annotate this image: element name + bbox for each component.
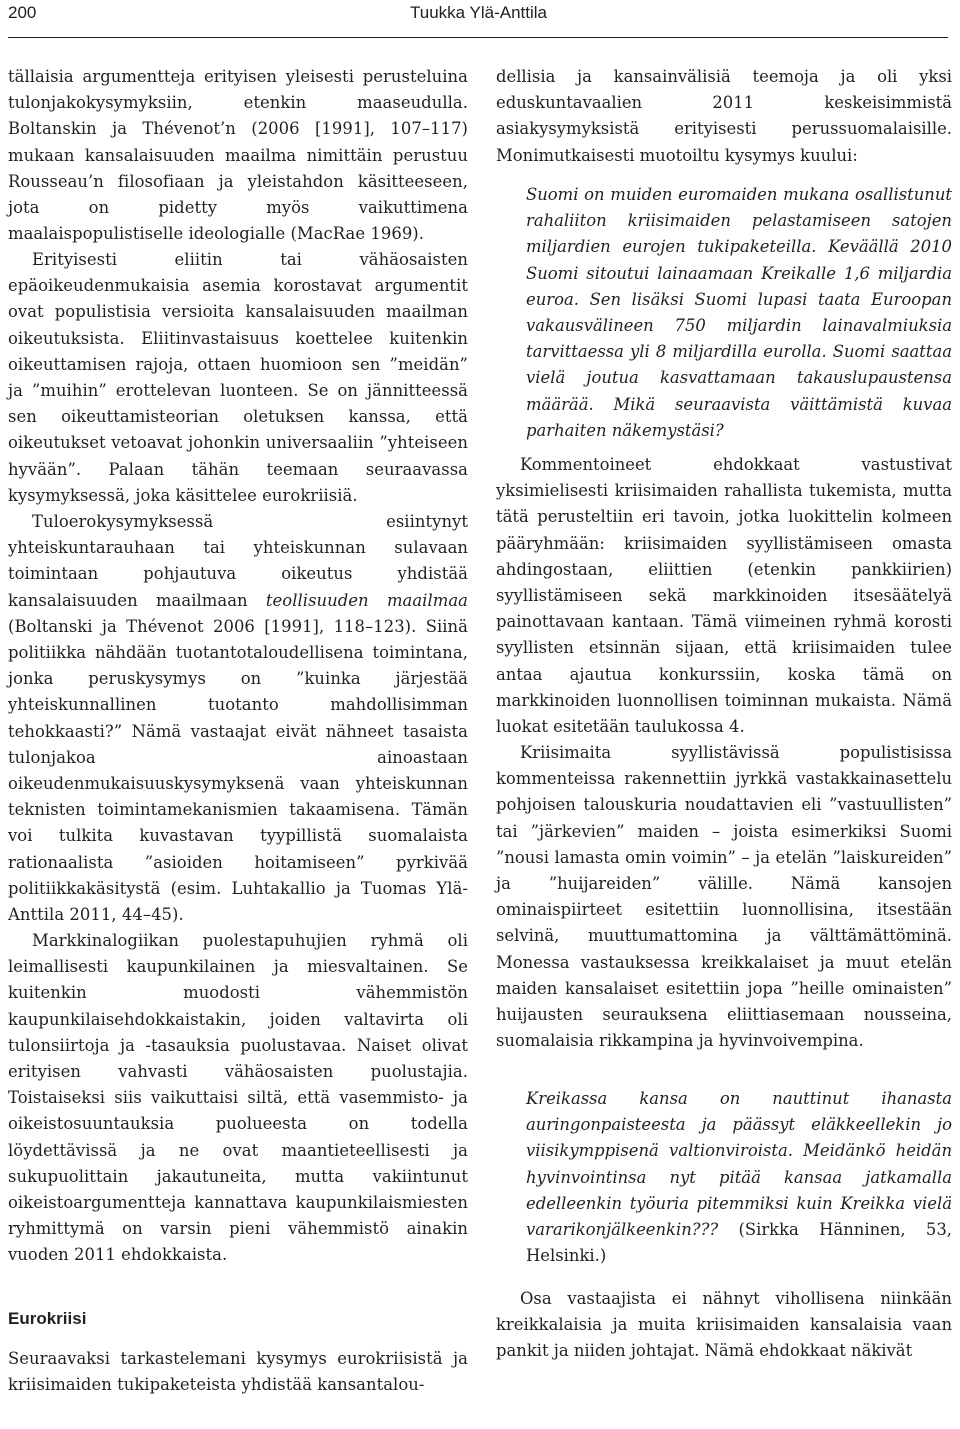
survey-question-quote: Suomi on muiden euromaiden mukana osallistunut rahaliiton kriisimaiden pelastamiseen satojen miljardien eurojen tukipaketeilla. Keväällä 2010 Suomi sitoutui lainaamaan Kreikalle 1,6 miljardia euroa. Sen lisäksi Suomi lupasi taata Euroopan vakausvälineen 750 miljardin lainavalmiuksia tarvittaessa yli 8 miljardilla eurolla. Suomi saattaa vielä joutua kasvattamaan takauslupaustensa määrää. Mikä seuraavista väittämistä kuvaa parhaiten näkemystäsi? xyxy=(526,185,952,440)
left-paragraph-5: Seuraavaksi tarkastelemani kysymys eurokriisistä ja kriisimaiden tukipaketeista yhdistää kansantalou- xyxy=(8,1349,468,1395)
term-teollisuuden-maailma: teollisuuden maailmaa xyxy=(265,590,468,610)
right-paragraph-1: dellisia ja kansainvälisiä teemoja ja oli yksi eduskuntavaalien 2011 keskeisimmistä asiakysymyksistä erityisesti perussuomalaisille. Monimutkaisesti muotoiltu kysymys kuului: xyxy=(496,67,952,165)
left-paragraph-3-start: Tuloerokysymyksessä esiintynyt yhteiskuntarauhaan tai yhteiskunnan sulavaan toimintaan pohjautuva oikeutus yhdistää kansalaisuuden maailmaan xyxy=(8,512,468,610)
candidate-quote xyxy=(526,1086,952,1286)
candidate-quote-text: Kreikassa kansa on nauttinut ihanasta auringonpaisteesta ja päässyt eläkkeellekin jo viisikymppisenä valtionviroista. Meidänkö heidän hyvinvointinsa nyt pitää kansaa jatkamalla edelleenkin työuria pitemmiksi kuin Kreikka vielä vararikonjälkeenkin??? xyxy=(526,1089,952,1240)
right-paragraph-2: Kommentoineet ehdokkaat vastustivat yksimielisesti kriisimaiden rahallista tukemista, mutta tätä perusteltiin eri tavoin, jotka luokittelin kolmeen pääryhmään: kriisimaiden syyllistämiseen omasta ahdingostaan, eliittien (etenkin pankkiirien) syyllistämiseen sekä markkinoiden itsesäätelyä painottavaan kantaan. Tämä viimeinen ryhmä korosti syyllisten etsinnän sijaan, että kriisimaiden tulee antaa ajautua konkurssiin, koska tämä on markkinoiden luonnollisen toiminnan mukaista. Nämä luokat esitetään taulukossa 4. xyxy=(496,455,952,737)
candidate-quote-source: (Sirkka Hänninen, 53, Helsinki.) xyxy=(526,1220,952,1266)
subheading-eurokriisi: Eurokriisi xyxy=(8,1309,87,1328)
right-paragraph-4: Osa vastaajista ei nähnyt vihollisena niinkään kreikkalaisia ja muita kriisimaiden kansalaisia vaan pankit ja niiden johtajat. Nämä ehdokkaat näkivät xyxy=(496,1289,952,1361)
left-paragraph-1: tällaisia argumentteja erityisen yleisesti perusteluina tulonjakokysymyksiin, etenkin maaseudulla. Boltanskin ja Thévenot’n (2006 [1991], 107–117) mukaan kansalaisuuden maailma nimittäin perustuu Rousseau’n filosofiaan ja yleistahdon käsitteeseen, jota on pidetty myös vaikuttimena maalaispopulistiselle ideologialle (MacRae 1969). xyxy=(8,67,468,244)
running-head xyxy=(8,0,948,34)
page-number: 200 xyxy=(8,3,37,22)
left-paragraph-3-end: (Boltanski ja Thévenot 2006 [1991], 118–123). Siinä politiikka nähdään tuotantotaloudellisena toimintana, jonka peruskysymys on ”kuinka järjestää yhteiskunnallinen tuotanto mahdollisimman tehokkaasti?” Nämä vastaajat eivät nähneet tasaista tulonjakoa ainoastaan oikeudenmukaisuuskysymyksenä vaan yhteiskunnan teknisten toimintamekanismien takaamisena. Tämän voi tulkita kuvastavan tyypillistä suomalaista rationaalista ”asioiden hoitamiseen” pyrkivää politiikkakäsitystä (esim. Luhtakallio ja Tuomas Ylä-Anttila 2011, 44–45). xyxy=(8,616,468,925)
left-paragraph-3 xyxy=(8,509,468,928)
left-paragraph-4: Markkinalogiikan puolestapuhujien ryhmä oli leimallisesti kaupunkilainen ja miesvaltainen. Se kuitenkin muodosti vähemmistön kaupunkilaisehdokkaistakin, joiden valtavirta oli tulonsiirtoja ja -tasauksia puolustavaa. Naiset olivat erityisen vahvasti vähäosaisten puolustajia. Toistaiseksi siis vaikuttaisi siltä, että vasemmisto- ja oikeistosuuntauksia puolueesta on todella löydettävissä ja ne ovat maantieteellisesti ja sukupuolittain jakautuneita, mutta vakiintunut oikeistoargumentteja kannattava kaupunkilaismiesten ryhmittymä on varsin pieni vähemmistö ainakin vuoden 2011 ehdokkaista. xyxy=(8,931,468,1265)
left-column xyxy=(8,64,468,1398)
right-column xyxy=(496,64,952,1365)
running-head-author: Tuukka Ylä-Anttila xyxy=(410,3,548,22)
left-paragraph-2: Erityisesti eliitin tai vähäosaisten epäoikeudenmukaisia asemia korostavat argumentit ovat populistisia versioita kansalaisuuden maailman oikeutuksista. Eliitinvastaisuus koettelee kuitenkin oikeuttamisen rajoja, ottaen huomioon sen ”meidän” ja ”muihin” erottelevan luonteen. Se on jännitteessä sen oikeuttamisteorian oletuksen kanssa, että oikeutukset vetoavat johonkin universaaliin ”yhteiseen hyvään”. Palaan tähän teemaan seuraavassa kysymyksessä, joka käsittelee eurokriisiä. xyxy=(8,250,468,505)
right-paragraph-3: Kriisimaita syyllistävissä populistisissa kommenteissa rakennettiin jyrkkä vastakkainasettelu pohjoisen talouskuria noudattavien eli ”vastuullisten” tai ”järkevien” maiden – joista esimerkiksi Suomi ”nousi lamasta omin voimin” – ja etelän ”laiskureiden” ja ”huijareiden” välille. Nämä kansojen ominaispiirteet esitettiin luonnollisina, itsestään selvinä, muuttumattomina ja välttämättöminä. Monessa vastauksessa kreikkalaiset ja muut etelän maiden kansalaiset esitettiin jopa ”heille ominaisten” huijausten seurauksena eliittiasemaan nousseina, suomalaisia rikkampina ja hyvinvoivempina. xyxy=(496,743,952,1051)
header-rule xyxy=(8,37,948,38)
